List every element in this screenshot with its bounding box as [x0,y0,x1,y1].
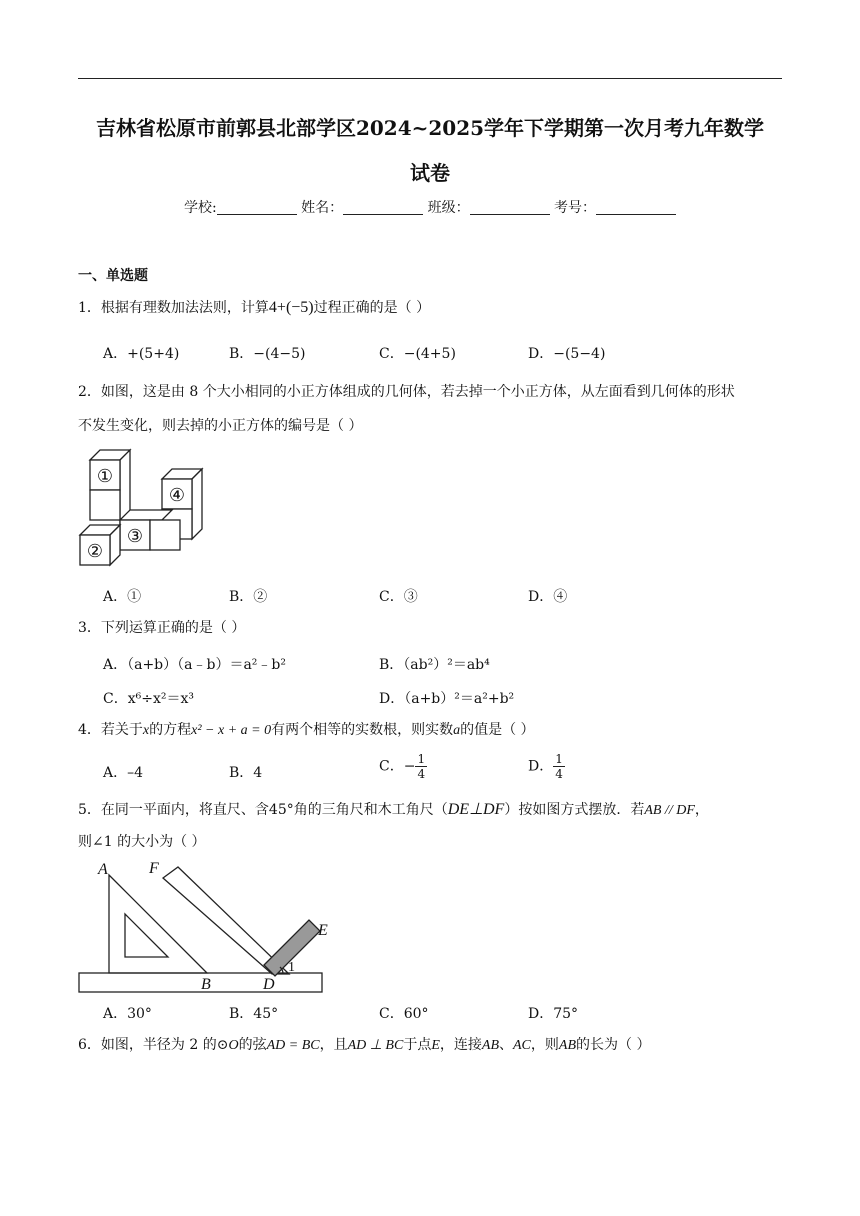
q1-text-end: 过程正确的是（ ） [313,300,431,316]
question-6-stem [78,1031,650,1060]
question-2-stem-line1: 2．如图，这是由 8 个大小相同的小正方体组成的几何体，若去掉一个小正方体，从左面看到几何体的形状 [78,384,735,400]
q5-ruler-figure [76,856,336,996]
q2-option-a[interactable]: A．① [103,589,142,605]
set-square-inner [125,914,168,957]
carpenter-square-arm [163,867,289,974]
q4-text-end: 的值是（ ） [460,722,535,738]
school-label: 学校: [183,200,217,216]
q5-text-2: ）按如图方式摆放．若 [504,802,645,818]
name-blank [343,200,423,215]
q1-option-a[interactable]: A．+(5+4) [103,346,180,362]
q6-text-6: ，则 [530,1037,559,1053]
question-1-stem [78,294,430,322]
q4-option-d-fraction [553,752,565,781]
q6-chords: AD = BC [266,1038,320,1053]
exam-number-label: 考号： [554,200,597,216]
q6-text-4: 于点 [403,1037,432,1053]
label-d: D [263,976,275,993]
q5-option-c[interactable]: C．60° [379,1006,429,1022]
q4-option-c-denominator: 4 [417,767,426,781]
label-b: B [201,976,211,993]
q2-cube-label-2: ② [86,541,104,561]
page-title-line2: 试卷 [410,161,450,185]
q5-text: 5．在同一平面内，将直尺、含45°角的三角尺和木工角尺（ [78,802,448,818]
q4-option-d[interactable] [528,752,565,781]
label-e: E [318,922,328,939]
q6-text-2: 的弦 [238,1037,267,1053]
q4-option-c-numerator: 1 [417,752,426,766]
q3-option-b[interactable]: B．（ab²）²＝ab⁴ [379,657,490,673]
q1-option-b[interactable]: B．−(4−5) [229,346,306,362]
q4-option-b[interactable]: B．4 [229,765,263,781]
q5-option-d[interactable]: D．75° [528,1006,579,1022]
q4-text-3: 有两个相等的实数根，则实数 [271,722,454,738]
q6-seg-ab-2: AB [558,1038,576,1053]
q4-option-d-prefix: D． [528,758,554,775]
q6-text-5: ，连接 [439,1037,482,1053]
student-info-line [60,197,800,217]
class-blank [470,200,550,215]
q2-option-b[interactable]: B．② [229,589,268,605]
q6-text-end: 的长为（ ） [576,1037,651,1053]
q4-option-c-prefix: C．− [379,758,416,775]
q3-option-d[interactable]: D．（a+b）²＝a²+b² [379,691,515,707]
q4-option-a[interactable]: A．–4 [103,765,144,781]
question-2-stem-line2: 不发生变化，则去掉的小正方体的编号是（ ） [78,418,363,434]
q6-text: 6．如图，半径为 2 的⊙ [78,1037,229,1053]
q5-perp-condition: DE⊥DF [447,801,505,818]
question-3-stem: 3．下列运算正确的是（ ） [78,620,246,636]
label-f: F [149,860,159,877]
question-5-stem-line1 [78,796,709,825]
q6-seg-ac: AC [513,1038,531,1053]
label-a: A [98,861,108,878]
q5-text-end: ， [694,802,709,818]
q6-perp: AD ⊥ BC [347,1038,404,1053]
exam-number-blank [596,200,676,215]
q2-option-c[interactable]: C．③ [379,589,418,605]
section-heading: 一、单选题 [78,268,148,284]
top-rule [78,78,782,79]
q5-option-b[interactable]: B．45° [229,1006,279,1022]
page-title: 吉林省松原市前郭县北部学区2024~2025学年下学期第一次月考九年数学 [95,116,765,140]
label-angle-1: 1 [288,960,295,975]
q1-option-c[interactable]: C．−(4+5) [379,346,456,362]
q2-cube-label-3: ③ [126,526,144,546]
q4-option-c-fraction [415,752,427,781]
q6-text-3: ，且 [319,1037,348,1053]
q4-text-2: 的方程 [149,722,192,738]
q2-cube-label-1: ① [96,466,114,486]
q4-var-a: a [453,723,461,738]
q6-separator: 、 [499,1037,513,1053]
q4-equation: x² − x + a = 0 [191,723,272,738]
q1-option-d[interactable]: D．−(5−4) [528,346,606,362]
q2-option-d[interactable]: D．④ [528,589,568,605]
q6-circle-o: O [228,1038,239,1053]
name-label: 姓名： [301,200,344,216]
q2-cube-figure [76,448,206,570]
question-4-stem [78,716,535,745]
q2-cube-label-4: ④ [168,485,186,505]
q1-expression: 4+(−5) [268,299,314,316]
q5-option-a[interactable]: A．30° [103,1006,152,1022]
q4-text: 4．若关于 [78,722,143,738]
q4-var-x: x [142,723,150,738]
q3-option-a[interactable]: A．（a+b）（a﹣b）＝a²﹣b² [103,657,286,673]
q6-point-e: E [431,1038,440,1053]
class-label: 班级： [427,200,470,216]
q1-text: 1．根据有理数加法法则，计算 [78,300,269,316]
q4-option-d-numerator: 1 [555,752,563,766]
q4-option-c[interactable] [379,752,427,781]
q3-option-c[interactable]: C．x⁶÷x²＝x³ [103,691,194,707]
set-square [109,875,207,973]
school-blank [217,200,297,215]
question-5-stem-line2: 则∠1 的大小为（ ） [78,834,206,850]
q4-option-d-denominator: 4 [555,767,563,781]
q6-seg-ab: AB [481,1038,499,1053]
q5-parallel-condition: AB // DF [644,803,695,818]
